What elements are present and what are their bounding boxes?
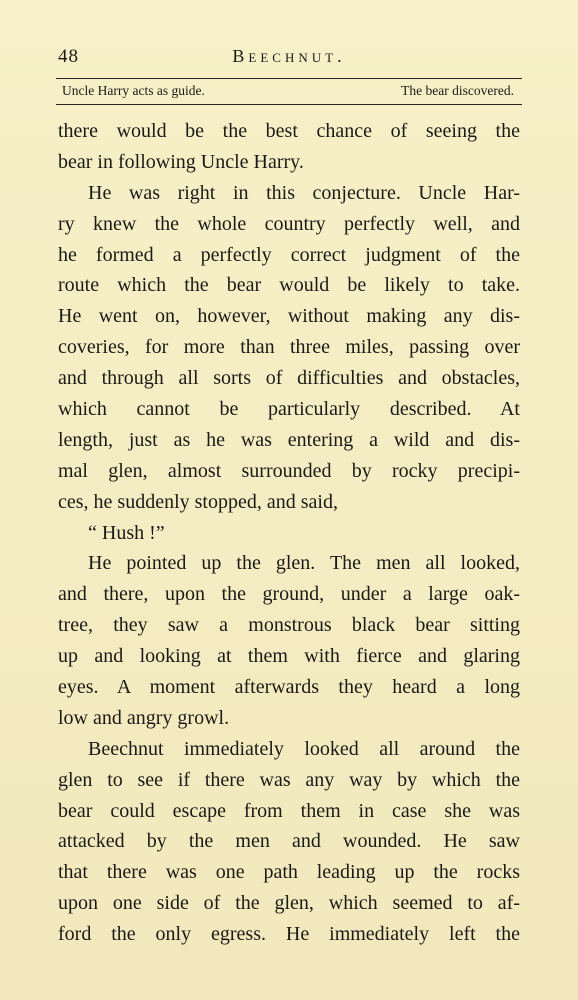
text-line: He pointed up the glen. The men all looked, [88,552,520,575]
headline-left: Uncle Harry acts as guide. [62,83,205,98]
text-line: mal glen, almost surrounded by rocky precipi- [58,459,520,482]
text-line: length, just as he was entering a wild and dis- [58,428,520,451]
text-line: and there, upon the ground, under a large oak- [58,583,520,606]
text-line: there would be the best chance of seeing the [58,120,520,142]
text-line: low and angry growl. [58,706,230,729]
text-line: attacked by the men and wounded. He saw [58,830,520,853]
text-line: Beechnut immediately looked all around the [88,737,520,760]
text-line: he formed a perfectly correct judgment of the [58,243,520,266]
text-line: He went on, however, without making any dis- [58,305,520,328]
text-line: ces, he suddenly stopped, and said, [58,490,338,513]
text-line: eyes. A moment afterwards they heard a long [58,676,520,699]
text-line: glen to see if there was any way by which the [58,768,520,791]
text-line: ry knew the whole country perfectly well, and [58,212,520,235]
text-line: bear could escape from them in case she was [58,799,520,822]
running-title: Beechnut. [232,46,346,66]
body-text [58,116,520,950]
text-line: route which the bear would be likely to take. [58,274,520,297]
text-line: and through all sorts of difficulties and obstacles, [58,367,520,390]
text-line: coveries, for more than three miles, passing over [58,336,520,359]
text-line: “ Hush !” [88,521,165,544]
text-line: tree, they saw a monstrous black bear sitting [58,614,520,637]
text-line: that there was one path leading up the rocks [58,861,520,884]
text-line: up and looking at them with fierce and glaring [58,645,520,668]
page-number: 48 [58,46,79,67]
text-line: bear in following Uncle Harry. [58,150,304,173]
header-rule-bottom [56,104,522,105]
text-line: ford the only egress. He immediately left the [58,923,520,946]
text-line: which cannot be particularly described. At [58,398,520,421]
text-line: upon one side of the glen, which seemed to af- [58,892,520,915]
headline-right: The bear discovered. [401,83,514,98]
text-line: He was right in this conjecture. Uncle Har- [88,181,520,204]
header-rule-top [56,78,522,79]
